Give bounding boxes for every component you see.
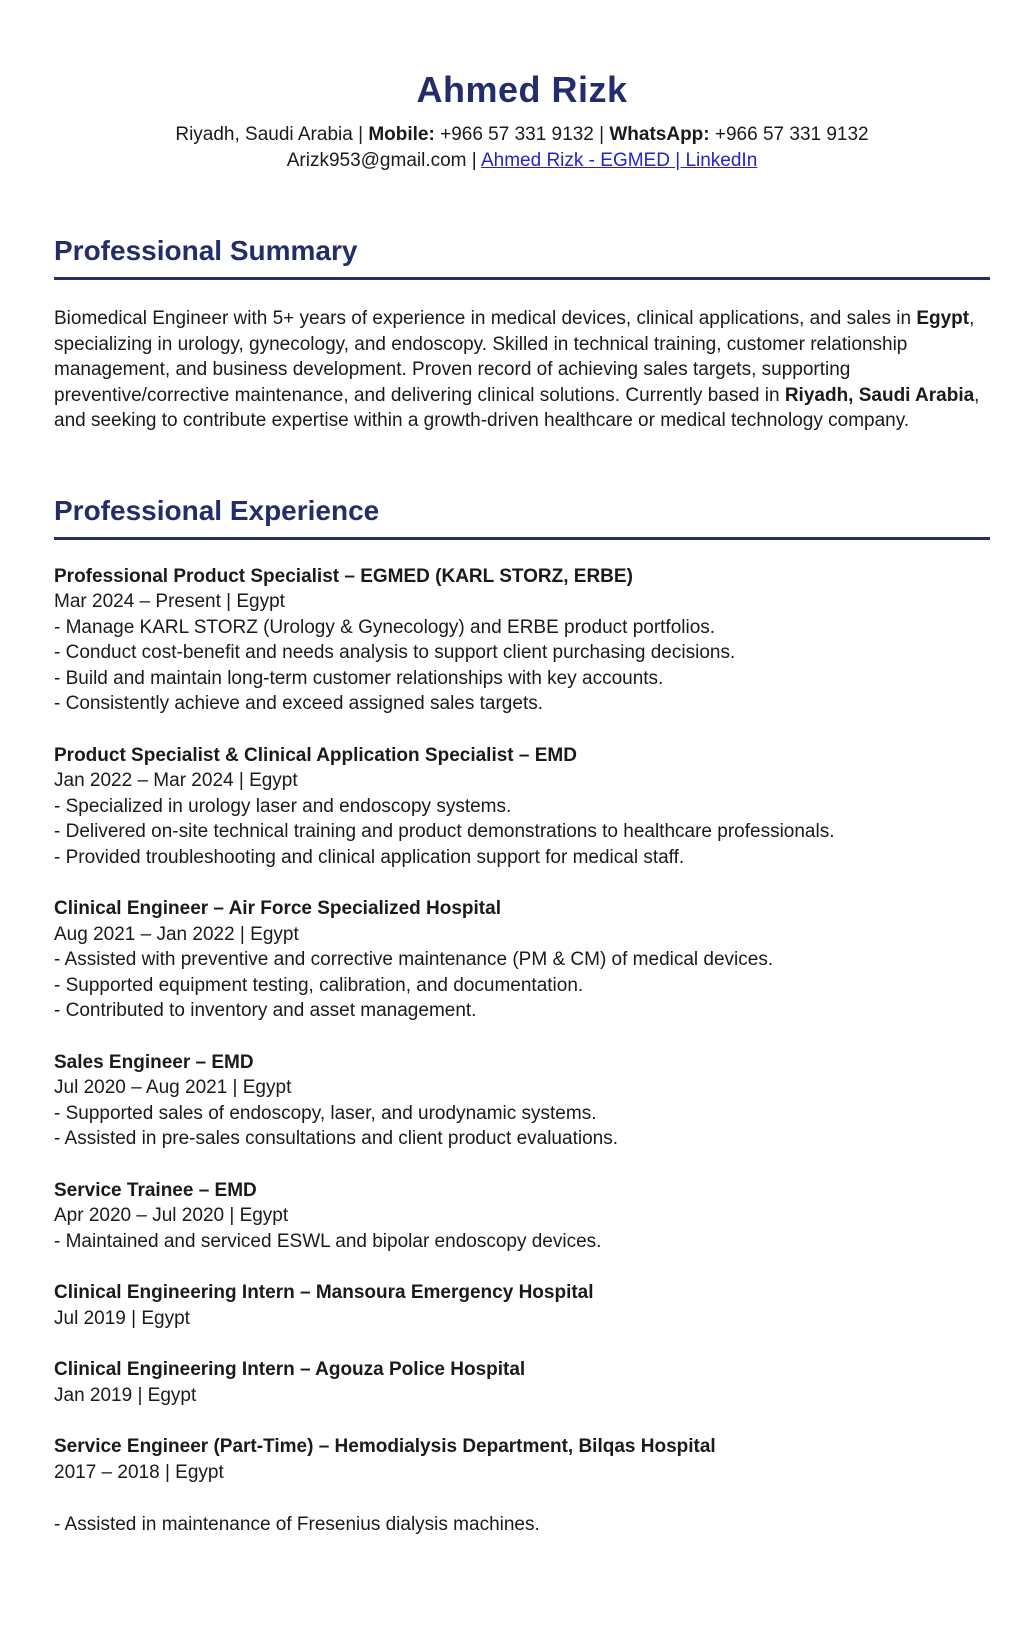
contact-separator: | [593,124,610,145]
summary-text-bold: Riyadh, Saudi Arabia [784,384,975,406]
job-bullet: - Provided troubleshooting and clinical application support for medical staff. [54,846,685,868]
job-bullet: - Build and maintain long-term customer relationships with key accounts. [54,667,664,689]
mobile-number: +966 57 331 9132 [440,124,594,145]
section-divider [54,277,990,280]
job-bullet: - Assisted with preventive and corrective maintenance (PM & CM) of medical devices. [54,949,774,970]
job-entry [54,1178,990,1255]
job-dates-location: Jan 2019 | Egypt [54,1384,197,1406]
summary-paragraph [54,306,990,434]
job-bullet: - Delivered on-site technical training and product demonstrations to healthcare professionals. [54,821,835,842]
job-dates-location: Jul 2020 – Aug 2021 | Egypt [54,1077,292,1098]
job-entry [54,1050,990,1152]
job-bullet: - Contributed to inventory and asset management. [54,1000,477,1021]
candidate-name: Ahmed Rizk [416,69,628,110]
job-title: Service Engineer (Part-Time) – Hemodialysis Department, Bilqas Hospital [54,1436,716,1457]
experience-jobs-list [54,564,990,1538]
job-bullet: - Assisted in pre-sales consultations and client product evaluations. [54,1128,618,1149]
summary-text: , specializing in urology, gynecology, and endoscopy. Skilled in technical training, customer relationship management, and business development. Proven record of achieving sales targets, supporting preventive/corrective maintenance, and delivering clinical solutions. Currently based in [54,308,975,406]
contact-location: Riyadh, Saudi Arabia [175,124,353,145]
job-bullet: - Consistently achieve and exceed assigned sales targets. [54,693,543,714]
job-title: Clinical Engineer – Air Force Specialized Hospital [54,898,501,919]
job-dates-location: 2017 – 2018 | Egypt [54,1461,224,1483]
job-bullet: - Supported sales of endoscopy, laser, and urodynamic systems. [54,1102,597,1124]
job-dates-location: Aug 2021 – Jan 2022 | Egypt [54,923,299,945]
job-bullet: - Supported equipment testing, calibration, and documentation. [54,974,584,996]
job-bullet: - Conduct cost-benefit and needs analysis to support client purchasing decisions. [54,642,736,663]
job-bullet: - Specialized in urology laser and endoscopy systems. [54,795,512,817]
summary-text-bold: Egypt [916,308,970,329]
contact-separator: | [352,124,369,145]
job-entry [54,564,990,717]
job-dates-location: Jan 2022 – Mar 2024 | Egypt [54,770,298,791]
job-entry [54,1357,990,1408]
job-bullet: - Assisted in maintenance of Fresenius dialysis machines. [54,1514,540,1535]
experience-section-heading: Professional Experience [54,494,380,526]
job-entry [54,1280,990,1331]
whatsapp-number: +966 57 331 9132 [714,124,869,145]
job-entry [54,1434,990,1538]
job-entry [54,896,990,1024]
job-bullet: - Maintained and serviced ESWL and bipolar endoscopy devices. [54,1230,602,1252]
summary-text: Biomedical Engineer with 5+ years of experience in medical devices, clinical applications, and sales in [54,308,917,329]
mobile-label: Mobile: [368,124,441,145]
section-divider [54,537,990,540]
contact-separator: | [466,150,481,171]
summary-text: , and seeking to contribute expertise within a growth-driven healthcare or medical technology company. [54,384,980,431]
job-dates-location: Apr 2020 – Jul 2020 | Egypt [54,1205,289,1226]
contact-line-1 [54,122,990,148]
job-title: Clinical Engineering Intern – Agouza Police Hospital [54,1359,526,1380]
job-title: Clinical Engineering Intern – Mansoura Emergency Hospital [54,1282,594,1303]
summary-section-heading: Professional Summary [54,235,358,266]
job-title: Service Trainee – EMD [54,1179,257,1201]
linkedin-link[interactable]: Ahmed Rizk - EGMED | LinkedIn [480,150,758,171]
email-text: Arizk953@gmail.com [286,150,467,171]
job-title: Product Specialist & Clinical Application Specialist – EMD [54,744,577,766]
job-bullet: - Manage KARL STORZ (Urology & Gynecology) and ERBE product portfolios. [54,616,716,638]
contact-line-2 [54,148,990,174]
job-entry [54,743,990,871]
job-title: Professional Product Specialist – EGMED (KARL STORZ, ERBE) [54,565,633,587]
job-dates-location: Jul 2019 | Egypt [54,1307,190,1329]
job-title: Sales Engineer – EMD [54,1051,254,1073]
contact-block [54,122,990,174]
whatsapp-label: WhatsApp: [609,124,715,145]
job-dates-location: Mar 2024 – Present | Egypt [54,591,285,612]
